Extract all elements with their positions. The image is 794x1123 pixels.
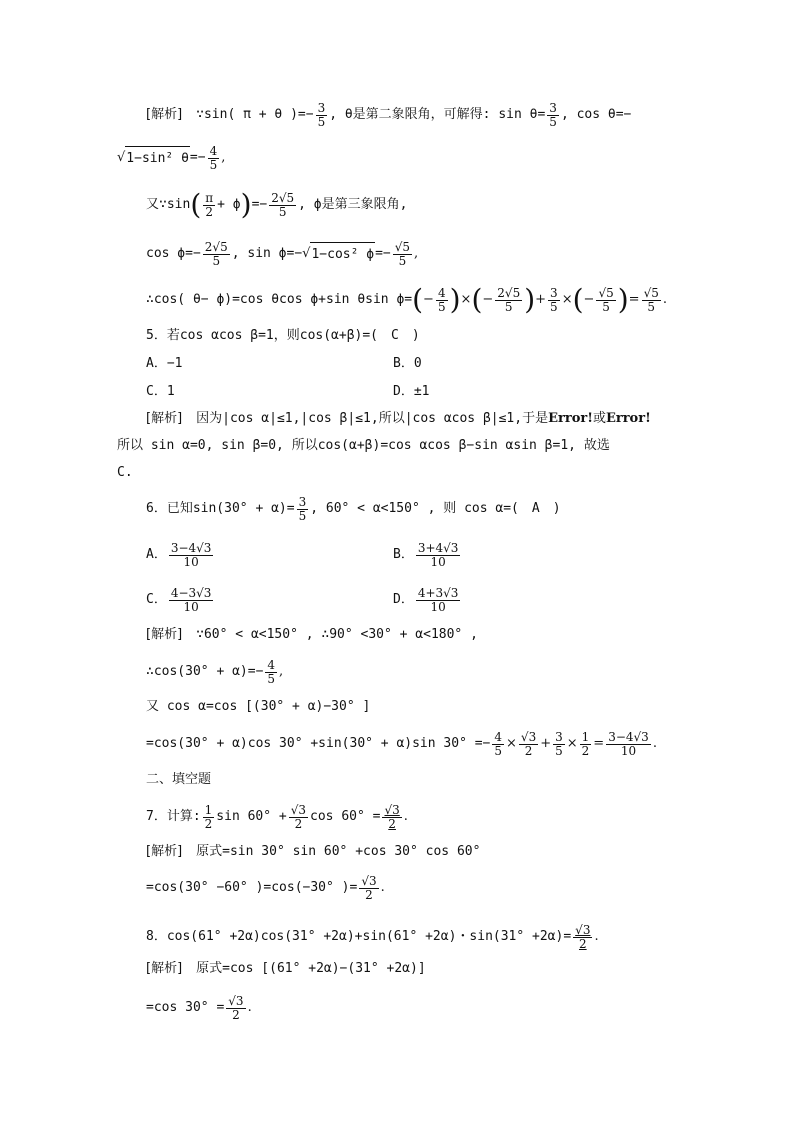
sol5-line1: [解析] 因为|cos α|≤1,|cos β|≤1,所以|cos αcos β|≤1,于是 Error! 或 Error! (146, 407, 651, 431)
fraction: $\frac{1}{2}$ (581, 729, 590, 758)
option-5d: D．±1 (393, 384, 430, 399)
sol6-line4: =cos(30° + α)cos 30° +sin(30° + α)sin 30° =− $\frac{4}{5}$ × $\frac{√3}{2}$ + $\frac{3}{5}$ × $\frac{1}{2}$ = $\frac{3-4√3}{10}$ . (146, 729, 657, 758)
sol4-line2: √ 1−sin² θ =− $\frac{4}{5}$ , (117, 143, 226, 172)
option-6a: A． $\frac{3-4√3}{10}$ (146, 540, 212, 569)
fraction: $\frac{√3}{2}$ (290, 802, 307, 831)
fraction: $\frac{3}{5}$ (317, 100, 326, 129)
sol4-line4: cos ϕ=− $\frac{2√5}{5}$ , sin ϕ=− √ 1−cos² ϕ =− $\frac{√5}{5}$ , (146, 239, 419, 268)
fraction: $\frac{4}{5}$ (267, 657, 276, 686)
fraction: $\frac{3-4√3}{10}$ (170, 540, 212, 569)
fraction: $\frac{4}{5}$ (494, 729, 503, 758)
fraction: $\frac{3}{5}$ (549, 100, 557, 129)
option-6c: C． $\frac{4-3√3}{10}$ (146, 585, 212, 614)
sol8-line2: =cos 30° = $\frac{√3}{2}$ . (146, 993, 252, 1022)
fraction: $\frac{\pi}{2}$ (205, 190, 214, 219)
sol4-line1: [解析] ∵sin( π + θ )=− $\frac{3}{5}$ , θ是第二象限角，可解得: sin θ= $\frac{3}{5}$ , cos θ=− (146, 100, 632, 129)
fraction: $\frac{3}{5}$ (555, 729, 563, 758)
fraction: $\frac{2√5}{5}$ (204, 239, 228, 268)
solution-tag: [解析] (146, 961, 183, 976)
option-5b: B．0 (393, 356, 422, 371)
question-7: 7．计算: $\frac{1}{2}$ sin 60° + $\frac{√3}{2}$ cos 60° = $\frac{√3}{2}$ . (146, 802, 408, 831)
option-5c: C．1 (146, 384, 175, 399)
solution-tag: [解析] (146, 844, 183, 859)
fraction: $\frac{1}{2}$ (204, 802, 213, 831)
sol4-line3: 又∵sin ( $\frac{\pi}{2}$ + ϕ ) =− $\frac{2√5}{5}$ , ϕ是第三象限角, (146, 188, 408, 221)
fraction: $\frac{4}{5}$ (437, 285, 446, 314)
sol6-line3: 又 cos α=cos [(30° + α)−30° ] (146, 699, 371, 714)
question-6: 6．已知sin(30° + α)= $\frac{3}{5}$ , 60° < α<150° , 则 cos α=( A ) (146, 494, 561, 523)
option-6b: B． $\frac{3+4√3}{10}$ (393, 540, 459, 569)
sol8-line1: [解析] 原式=cos [(61° +2α)−(31° +2α)] (146, 957, 426, 981)
option-6d: D． $\frac{4+3√3}{10}$ (393, 585, 459, 614)
sol5-line3: C. (117, 465, 133, 480)
fraction: $\frac{2√5}{5}$ (271, 190, 295, 219)
option-5a: A．−1 (146, 356, 183, 371)
fraction: $\frac{√3}{2}$ (520, 729, 537, 758)
sol6-line1: [解析] ∵60° < α<150° , ∴90° <30° + α<180° , (146, 623, 478, 647)
fraction: $\frac{√5}{5}$ (394, 239, 411, 268)
sol7-line1: [解析] 原式=sin 30° sin 60° +cos 30° cos 60° (146, 840, 480, 864)
fraction: $\frac{2√5}{5}$ (497, 285, 521, 314)
fraction: $\frac{3}{5}$ (550, 285, 558, 314)
sol5-line2: 所以 sin α=0, sin β=0, 所以cos(α+β)=cos αcos β−sin αsin β=1, 故选 (117, 438, 610, 453)
fraction: $\frac{√3}{2}$ (228, 993, 244, 1022)
section-title: 二、填空题 (146, 772, 212, 787)
sol4-line5: ∴cos( θ− ϕ)=cos θcos ϕ+sin θsin ϕ= ( − $\frac{4}{5}$ ) × ( − $\frac{2√5}{5}$ ) + $\frac{3}{5}$ × ( − $\frac{√5}{5}$ ) = $\frac{√5}{5}$ . (146, 283, 667, 316)
fraction: $\frac{3+4√3}{10}$ (417, 540, 459, 569)
fraction: $\frac{3}{5}$ (298, 494, 307, 523)
solution-tag: [解析] (146, 107, 183, 122)
fraction: $\frac{√5}{5}$ (643, 285, 659, 314)
question-8: 8．cos(61° +2α)cos(31° +2α)+sin(61° +2α)・sin(31° +2α)= $\frac{√3}{2}$ . (146, 922, 599, 951)
solution-tag: [解析] (146, 411, 183, 426)
fraction: $\frac{√3}{2}$ (361, 873, 377, 902)
fraction: $\frac{4}{5}$ (209, 143, 218, 172)
solution-tag: [解析] (146, 627, 183, 642)
fraction: $\frac{3-4√3}{10}$ (608, 729, 649, 758)
sol6-line2: ∴cos(30° + α)=− $\frac{4}{5}$ , (146, 657, 284, 686)
fraction: $\frac{√5}{5}$ (598, 285, 614, 314)
fraction: $\frac{4-3√3}{10}$ (170, 585, 212, 614)
sol7-line2: =cos(30° −60° )=cos(−30° )= $\frac{√3}{2}$ . (146, 873, 385, 902)
answer-fraction: $\frac{√3}{2}$ (384, 802, 400, 831)
answer-fraction: $\frac{√3}{2}$ (575, 922, 591, 951)
fraction: $\frac{4+3√3}{10}$ (417, 585, 459, 614)
question-5: 5．若cos αcos β=1，则cos(α+β)=( C ) (146, 328, 420, 343)
